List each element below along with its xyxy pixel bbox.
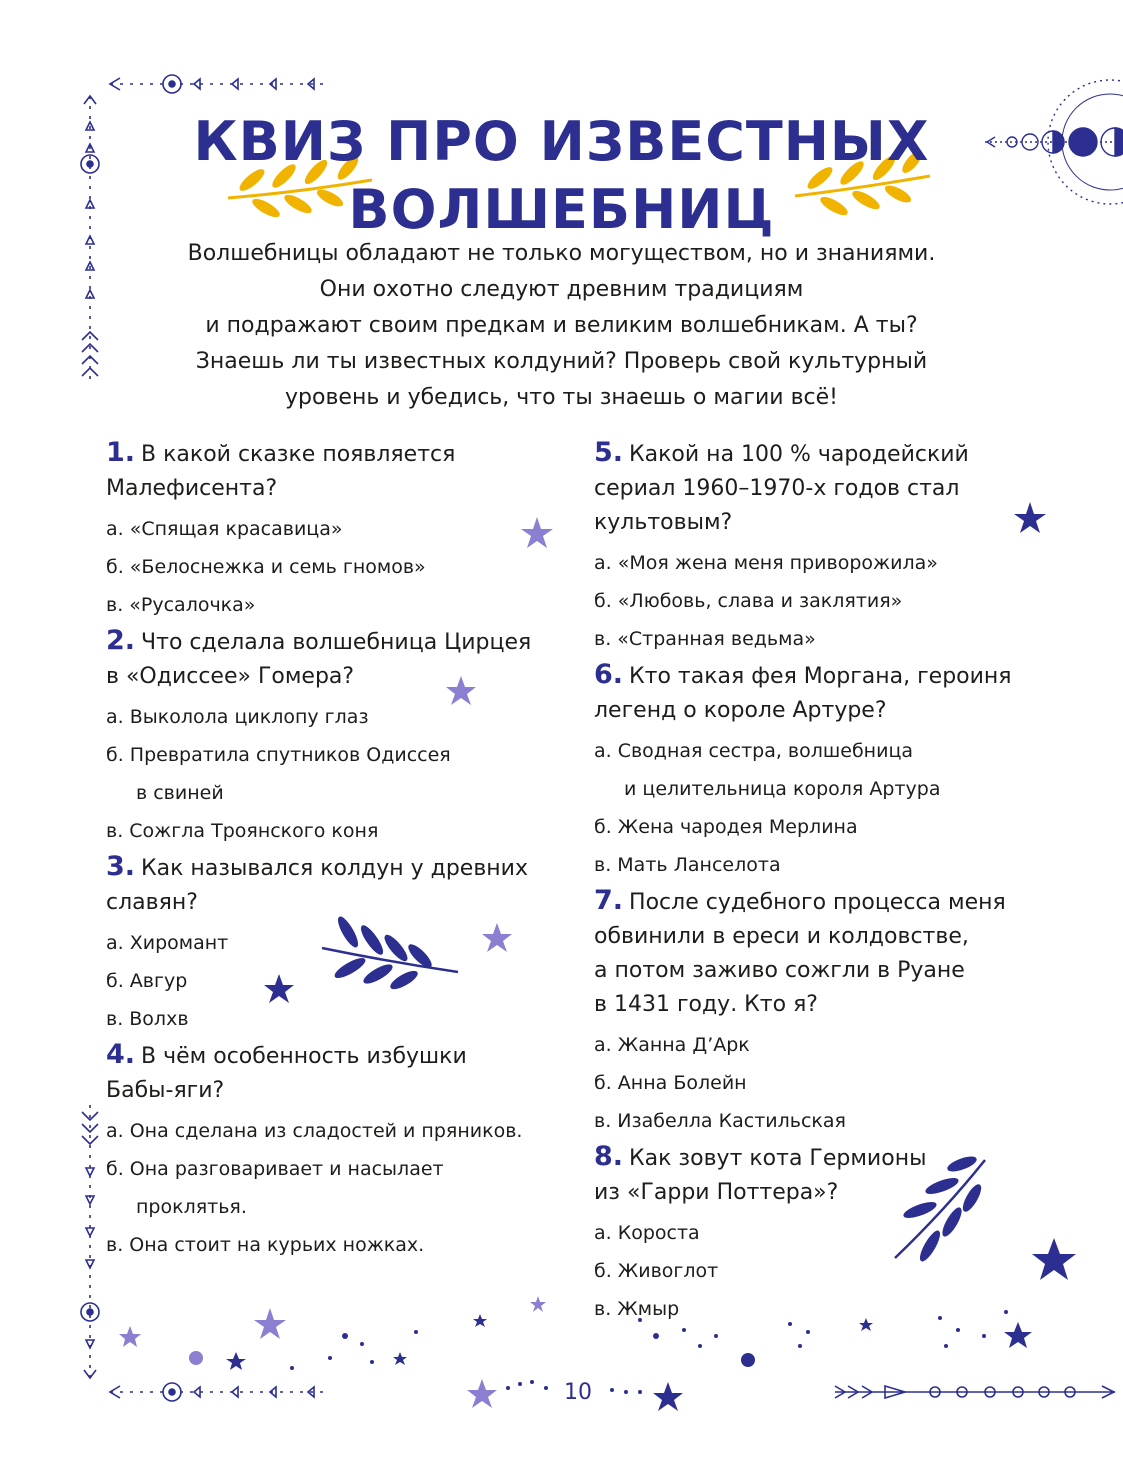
bottom-right-arrow-line — [835, 1386, 1115, 1398]
answer-option: а. Хиромант — [106, 932, 229, 954]
answer-option: в. Изабелла Кастильская — [594, 1110, 846, 1132]
answer-option: а. Выколола циклопу глаз — [106, 706, 369, 728]
question-text-line — [594, 1176, 1054, 1210]
star-icon — [467, 1379, 497, 1408]
star-icon — [393, 1352, 407, 1365]
question-number: 8. — [594, 1141, 624, 1172]
quiz-question — [594, 1140, 1054, 1328]
star-icon — [653, 1382, 683, 1411]
question-number: 1. — [106, 437, 136, 468]
question-text: После судебного процесса меня — [629, 890, 1006, 915]
star-icon — [473, 1314, 487, 1327]
intro-line: уровень и убедись, что ты знаешь о магии всё! — [285, 385, 838, 410]
page-number: 10 — [564, 1380, 592, 1405]
intro-line: Волшебницы обладают не только могуществом, но и знаниями. — [187, 241, 936, 266]
answer-option: б. Живоглот — [594, 1260, 719, 1282]
quiz-column-right — [594, 436, 1054, 1328]
answer-option: а. «Спящая красавица» — [106, 518, 343, 540]
quiz-question — [106, 436, 576, 624]
quiz-question — [106, 850, 576, 1038]
question-text: Малефисента? — [106, 476, 278, 501]
question-text: Как зовут кота Гермионы — [629, 1146, 927, 1171]
star-icon — [254, 1308, 286, 1339]
answer-option: в свиней — [136, 782, 224, 804]
question-text-line — [106, 436, 576, 472]
question-text: сериал 1960–1970-х годов стал — [594, 476, 960, 501]
question-text: в «Одиссее» Гомера? — [106, 664, 355, 689]
answer-option: в. Волхв — [106, 1008, 189, 1030]
question-number: 6. — [594, 659, 624, 690]
question-text: Как назывался колдун у древних — [141, 856, 529, 881]
question-number: 3. — [106, 851, 136, 882]
question-text: а потом заживо сожгли в Руане — [594, 958, 965, 983]
question-text-line — [594, 506, 1054, 540]
question-text: В чём особенность избушки — [141, 1044, 467, 1069]
answer-option: б. «Белоснежка и семь гномов» — [106, 556, 426, 578]
question-number: 2. — [106, 625, 136, 656]
question-number: 5. — [594, 437, 624, 468]
question-number: 4. — [106, 1039, 136, 1070]
question-text: В какой сказке появляется — [141, 442, 456, 467]
quiz-column-left — [106, 436, 576, 1264]
answer-option: в. «Странная ведьма» — [594, 628, 816, 650]
answer-option: а. Она сделана из сладостей и пряников. — [106, 1120, 523, 1142]
question-text-line — [594, 920, 1054, 954]
answer-option: в. Она стоит на курьих ножках. — [106, 1234, 425, 1256]
question-text: в 1431 году. Кто я? — [594, 992, 818, 1017]
answer-option: б. Анна Болейн — [594, 1072, 747, 1094]
question-text: культовым? — [594, 510, 733, 535]
question-text-line — [594, 472, 1054, 506]
question-text-line — [106, 472, 576, 506]
question-text-line — [106, 1038, 576, 1074]
question-text: обвинили в ереси и колдовстве, — [594, 924, 969, 949]
answer-option: а. Сводная сестра, волшебница — [594, 740, 914, 762]
question-text: Бабы-яги? — [106, 1078, 225, 1103]
quiz-question — [594, 658, 1054, 884]
answer-option: в. «Русалочка» — [106, 594, 256, 616]
intro-line: Они охотно следуют древним традициям — [319, 277, 804, 302]
answer-option: б. Жена чародея Мерлина — [594, 816, 858, 838]
answer-option: в. Сожгла Троянского коня — [106, 820, 379, 842]
answer-option: б. Она разговаривает и насылает — [106, 1158, 444, 1180]
quiz-question — [106, 624, 576, 850]
quiz-question — [594, 884, 1054, 1140]
answer-option: а. «Моя жена меня приворожила» — [594, 552, 938, 574]
intro-line: и подражают своим предкам и великим волшебникам. А ты? — [205, 313, 918, 338]
answer-option: а. Короста — [594, 1222, 700, 1244]
question-text-line — [594, 954, 1054, 988]
quiz-question — [594, 436, 1054, 658]
top-frame-line — [110, 75, 330, 93]
question-text: славян? — [106, 890, 198, 915]
question-text-line — [594, 1140, 1054, 1176]
quiz-question — [106, 1038, 576, 1264]
question-text: Какой на 100 % чародейский — [629, 442, 969, 467]
star-icon — [119, 1326, 141, 1347]
question-text-line — [106, 624, 576, 660]
answer-option: б. «Любовь, слава и заклятия» — [594, 590, 903, 612]
answer-option: проклятья. — [136, 1196, 247, 1218]
question-text-line — [106, 886, 576, 920]
left-bottom-frame-line — [81, 1105, 99, 1380]
question-text-line — [106, 850, 576, 886]
question-text: Что сделала волшебница Цирцея — [141, 630, 532, 655]
page-title-line-2: ВОЛШЕБНИЦ — [348, 178, 775, 241]
question-text-line — [106, 660, 576, 694]
answer-option: и целительница короля Артура — [624, 778, 941, 800]
question-text-line — [106, 1074, 576, 1108]
star-icon — [226, 1352, 246, 1370]
answer-option: б. Превратила спутников Одиссея — [106, 744, 451, 766]
answer-option: б. Авгур — [106, 970, 188, 992]
star-icon — [530, 1296, 546, 1312]
question-number: 7. — [594, 885, 624, 916]
question-text-line — [594, 884, 1054, 920]
answer-option: в. Мать Ланселота — [594, 854, 781, 876]
answer-option: а. Жанна Д’Арк — [594, 1034, 750, 1056]
intro-line: Знаешь ли ты известных колдуний? Проверь свой культурный — [195, 349, 928, 374]
question-text-line — [594, 658, 1054, 694]
question-text-line — [594, 436, 1054, 472]
question-text: легенд о короле Артуре? — [594, 698, 887, 723]
page-title-line-1: КВИЗ ПРО ИЗВЕСТНЫХ — [193, 110, 930, 173]
question-text: из «Гарри Поттера»? — [594, 1180, 839, 1205]
question-text-line — [594, 694, 1054, 728]
question-text-line — [594, 988, 1054, 1022]
answer-option: в. Жмыр — [594, 1298, 680, 1320]
bottom-frame-line — [110, 1383, 330, 1401]
question-text: Кто такая фея Моргана, героиня — [629, 664, 1012, 689]
